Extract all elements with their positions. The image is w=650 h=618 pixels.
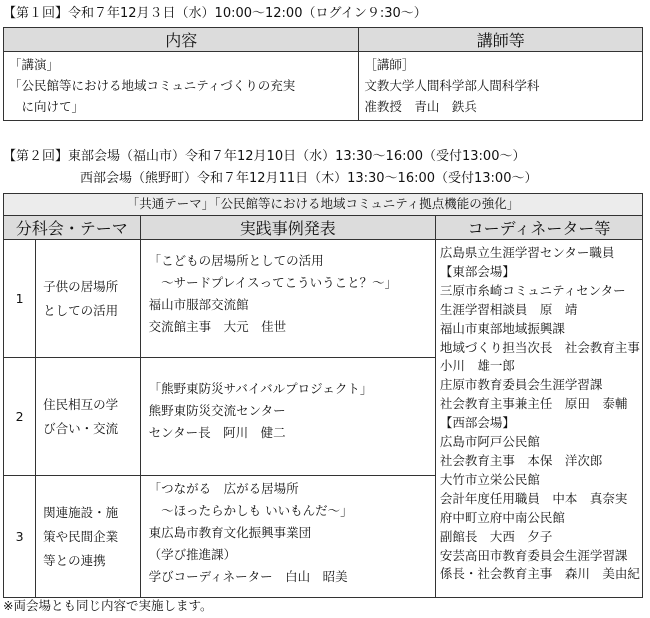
lecturer-affiliation: 文教大学人間科学部人間科学科 xyxy=(364,78,540,93)
coord-line-5: 福山市東部地域振興課 xyxy=(439,320,565,336)
row3-topic-line1: 関連施設・施 xyxy=(43,504,119,520)
row3-topic-line3: 等との連携 xyxy=(43,552,106,568)
lecturer-cell xyxy=(359,52,643,121)
session1-table xyxy=(3,27,643,121)
header-presentation: 実践事例発表 xyxy=(140,216,435,240)
lecturer-name: 准教授 青山 鉄兵 xyxy=(364,99,477,114)
coord-line-12: 社会教育主事 本保 洋次郎 xyxy=(439,452,603,468)
common-theme: 「共通テーマ」「公民館等における地域コミュニティ拠点機能の強化」 xyxy=(4,194,643,216)
coord-line-11: 広島市阿戸公民館 xyxy=(439,434,540,450)
row2-number: 2 xyxy=(4,358,36,476)
row3-presentation xyxy=(140,476,435,598)
lecturer-label: ［講師］ xyxy=(364,57,415,72)
coord-line-7: 小川 雄一郎 xyxy=(439,358,515,374)
row3-pres-line1: 「つながる 広がる居場所 xyxy=(148,481,299,496)
row1-pres-line2: 〜サードプレイスってこういうこと？〜」 xyxy=(148,275,398,290)
row2-pres-line1: 「熊野東防災サバイバルプロジェクト」 xyxy=(148,381,373,396)
row2-topic-line1: 住民相互の学 xyxy=(43,396,119,412)
session2-table xyxy=(3,193,643,598)
coordinator-cell xyxy=(435,240,642,598)
row2-presentation xyxy=(140,358,435,476)
header-coordinator: コーディネーター等 xyxy=(435,216,642,240)
row1-topic-line1: 子供の居場所 xyxy=(43,278,119,294)
row1-number: 1 xyxy=(4,240,36,358)
row3-pres-line5: 学びコーディネーター 白山 昭美 xyxy=(148,569,348,584)
session2-heading-east: 【第２回】東部会場（福山市）令和７年12月10日（水）13:30〜16:00（受付13:00〜） xyxy=(3,149,526,164)
coord-line-18: 係長・社会教育主事 森川 美由紀 xyxy=(439,566,640,582)
coord-line-4: 生涯学習相談員 原 靖 xyxy=(439,301,578,317)
row3-topic-line2: 策や民間企業 xyxy=(43,528,119,544)
lecture-title-line1: 「公民館等における地域コミュニティづくりの充実 xyxy=(9,78,296,93)
footnote: ※両会場とも同じ内容で実施します。 xyxy=(3,598,213,613)
lecture-label: 「講演」 xyxy=(9,57,60,72)
coord-line-8: 庄原市教育委員会生涯学習課 xyxy=(439,377,603,393)
coord-line-1: 広島県立生涯学習センター職員 xyxy=(439,245,615,260)
row1-topic xyxy=(36,240,140,358)
row3-pres-line3: 東広島市教育文化振興事業団 xyxy=(148,525,312,540)
coord-line-15: 府中町立府中南公民館 xyxy=(439,509,565,525)
row3-number: 3 xyxy=(4,476,36,598)
coord-line-3: 三原市糸崎コミュニティセンター xyxy=(439,282,626,298)
row1-pres-line3: 福山市服部交流館 xyxy=(148,297,249,312)
row3-topic xyxy=(36,476,140,598)
row1-pres-line1: 「こどもの居場所としての活用 xyxy=(148,253,324,268)
row2-topic xyxy=(36,358,140,476)
coord-line-13: 大竹市立栄公民館 xyxy=(439,471,540,487)
row1-pres-line4: 交流館主事 大元 佳世 xyxy=(148,319,287,334)
session1-heading: 【第１回】令和７年12月３日（水）10:00〜12:00（ログイン９:30〜） xyxy=(3,6,427,21)
row2-pres-line2: 熊野東防災交流センター xyxy=(148,403,286,418)
row1-topic-line2: としての活用 xyxy=(43,302,119,318)
coord-line-16: 副館長 大西 夕子 xyxy=(439,528,553,544)
lecture-content-cell xyxy=(4,52,359,121)
coord-line-9: 社会教育主事兼主任 原田 泰輔 xyxy=(439,396,628,412)
row1-presentation xyxy=(140,240,435,358)
session2-heading-west: 西部会場（熊野町）令和７年12月11日（木）13:30〜16:00（受付13:00〜） xyxy=(80,171,538,186)
coord-line-6: 地域づくり担当次長 社会教育主事 xyxy=(439,339,640,355)
lecture-title-line2: に向けて」 xyxy=(9,99,85,114)
coord-line-17: 安芸高田市教育委員会生涯学習課 xyxy=(439,547,628,563)
header-lecturer: 講師等 xyxy=(359,28,643,52)
coord-line-14: 会計年度任用職員 中本 真奈実 xyxy=(439,490,628,506)
header-topic: 分科会・テーマ xyxy=(4,216,141,240)
header-content: 内容 xyxy=(4,28,359,52)
row2-pres-line3: センター長 阿川 健二 xyxy=(148,425,286,440)
row3-pres-line4: （学び推進課） xyxy=(148,547,237,562)
coord-line-2: 【東部会場】 xyxy=(439,263,515,279)
row2-topic-line2: び合い・交流 xyxy=(43,420,119,436)
coord-line-10: 【西部会場】 xyxy=(439,415,515,431)
row3-pres-line2: 〜ほったらかしも いいもんだ〜」 xyxy=(148,503,353,518)
